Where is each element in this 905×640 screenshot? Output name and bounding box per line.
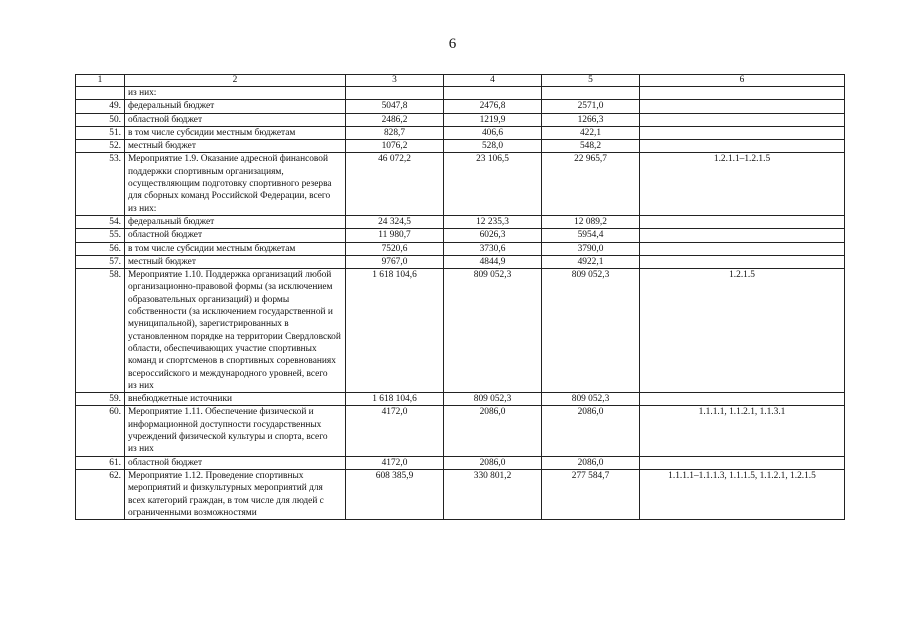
header-cell: 6	[640, 75, 845, 87]
value-col4-cell: 330 801,2	[444, 469, 542, 519]
description-cell: Мероприятие 1.11. Обеспечение физической и информационной доступности государственных учреждений физической культуры и спорта, всего из них	[125, 406, 346, 456]
value-col5-cell: 548,2	[542, 140, 640, 153]
total-value-cell: 24 324,5	[346, 215, 444, 228]
description-cell: внебюджетные источники	[125, 393, 346, 406]
value-col4-cell: 2086,0	[444, 456, 542, 469]
total-value-cell: 4172,0	[346, 456, 444, 469]
total-value-cell: 4172,0	[346, 406, 444, 456]
header-cell: 1	[76, 75, 125, 87]
description-cell: Мероприятие 1.9. Оказание адресной финансовой поддержки спортивным организациям, осуществляющим подготовку спортивного резерва для сборных команд Российской Федерации, всего из них:	[125, 153, 346, 215]
row-number-cell: 60.	[76, 406, 125, 456]
row-number-cell: 52.	[76, 140, 125, 153]
header-cell: 3	[346, 75, 444, 87]
total-value-cell: 1 618 104,6	[346, 393, 444, 406]
target-reference-cell	[640, 255, 845, 268]
header-cell: 2	[125, 75, 346, 87]
row-number-cell: 59.	[76, 393, 125, 406]
total-value-cell: 7520,6	[346, 242, 444, 255]
value-col4-cell: 809 052,3	[444, 393, 542, 406]
value-col4-cell: 2086,0	[444, 406, 542, 456]
value-col5-cell: 5954,4	[542, 229, 640, 242]
target-reference-cell: 1.1.1.1, 1.1.2.1, 1.1.3.1	[640, 406, 845, 456]
header-cell: 5	[542, 75, 640, 87]
value-col5-cell: 3790,0	[542, 242, 640, 255]
target-reference-cell	[640, 113, 845, 126]
value-col5-cell: 2086,0	[542, 456, 640, 469]
value-col5-cell: 277 584,7	[542, 469, 640, 519]
description-cell: областной бюджет	[125, 229, 346, 242]
target-reference-cell: 1.2.1.1–1.2.1.5	[640, 153, 845, 215]
description-cell: в том числе субсидии местным бюджетам	[125, 126, 346, 139]
table-row	[76, 126, 845, 139]
value-col5-cell: 4922,1	[542, 255, 640, 268]
target-reference-cell	[640, 100, 845, 113]
description-cell: в том числе субсидии местным бюджетам	[125, 242, 346, 255]
total-value-cell: 1 618 104,6	[346, 269, 444, 393]
description-cell: местный бюджет	[125, 255, 346, 268]
target-reference-cell	[640, 126, 845, 139]
target-reference-cell	[640, 456, 845, 469]
budget-table	[75, 74, 845, 520]
value-col5-cell: 2571,0	[542, 100, 640, 113]
row-number-cell: 58.	[76, 269, 125, 393]
table-row	[76, 140, 845, 153]
row-number-cell: 62.	[76, 469, 125, 519]
description-cell: областной бюджет	[125, 113, 346, 126]
description-cell: местный бюджет	[125, 140, 346, 153]
value-col4-cell: 12 235,3	[444, 215, 542, 228]
table-row	[76, 406, 845, 456]
total-value-cell: 46 072,2	[346, 153, 444, 215]
value-col4-cell: 406,6	[444, 126, 542, 139]
row-number-cell: 53.	[76, 153, 125, 215]
target-reference-cell: 1.1.1.1–1.1.1.3, 1.1.1.5, 1.1.2.1, 1.2.1.5	[640, 469, 845, 519]
row-number-cell: 54.	[76, 215, 125, 228]
row-number-cell: 50.	[76, 113, 125, 126]
row-number-cell: 61.	[76, 456, 125, 469]
value-col5-cell: 809 052,3	[542, 393, 640, 406]
row-number-cell	[76, 87, 125, 100]
value-col4-cell: 3730,6	[444, 242, 542, 255]
row-number-cell: 57.	[76, 255, 125, 268]
description-cell: Мероприятие 1.10. Поддержка организаций любой организационно-правовой формы (за исключением образовательных организаций) и формы собственности (за исключением государственной и муниципальной), зарегистрированных в установленном порядке на территории Свердловской области, обеспечивающих участие спортивных команд и спортсменов в спортивных соревнованиях всероссийского и международного уровней, всего из них	[125, 269, 346, 393]
value-col4-cell: 4844,9	[444, 255, 542, 268]
value-col5-cell: 809 052,3	[542, 269, 640, 393]
description-cell: из них:	[125, 87, 346, 100]
target-reference-cell	[640, 140, 845, 153]
value-col5-cell: 1266,3	[542, 113, 640, 126]
value-col5-cell: 12 089,2	[542, 215, 640, 228]
table-row	[76, 87, 845, 100]
row-number-cell: 56.	[76, 242, 125, 255]
table-row	[76, 393, 845, 406]
description-cell: федеральный бюджет	[125, 215, 346, 228]
value-col5-cell: 22 965,7	[542, 153, 640, 215]
total-value-cell: 9767,0	[346, 255, 444, 268]
target-reference-cell	[640, 215, 845, 228]
table-row	[76, 269, 845, 393]
total-value-cell: 5047,8	[346, 100, 444, 113]
target-reference-cell: 1.2.1.5	[640, 269, 845, 393]
value-col5-cell: 422,1	[542, 126, 640, 139]
row-number-cell: 51.	[76, 126, 125, 139]
table-row	[76, 100, 845, 113]
table-row	[76, 242, 845, 255]
value-col4-cell: 23 106,5	[444, 153, 542, 215]
value-col4-cell: 1219,9	[444, 113, 542, 126]
description-cell: Мероприятие 1.12. Проведение спортивных мероприятий и физкультурных мероприятий для всех категорий граждан, в том числе для людей с ограниченными возможностями	[125, 469, 346, 519]
value-col4-cell: 528,0	[444, 140, 542, 153]
table-row	[76, 215, 845, 228]
table-row	[76, 469, 845, 519]
value-col4-cell	[444, 87, 542, 100]
value-col5-cell	[542, 87, 640, 100]
target-reference-cell	[640, 393, 845, 406]
description-cell: федеральный бюджет	[125, 100, 346, 113]
table-header-row	[76, 75, 845, 87]
total-value-cell: 1076,2	[346, 140, 444, 153]
total-value-cell: 828,7	[346, 126, 444, 139]
total-value-cell: 2486,2	[346, 113, 444, 126]
page-number: 6	[448, 36, 457, 52]
total-value-cell	[346, 87, 444, 100]
total-value-cell: 608 385,9	[346, 469, 444, 519]
row-number-cell: 49.	[76, 100, 125, 113]
description-cell: областной бюджет	[125, 456, 346, 469]
table-row	[76, 153, 845, 215]
target-reference-cell	[640, 242, 845, 255]
value-col4-cell: 2476,8	[444, 100, 542, 113]
value-col4-cell: 809 052,3	[444, 269, 542, 393]
header-cell: 4	[444, 75, 542, 87]
table-row	[76, 456, 845, 469]
total-value-cell: 11 980,7	[346, 229, 444, 242]
row-number-cell: 55.	[76, 229, 125, 242]
target-reference-cell	[640, 87, 845, 100]
value-col4-cell: 6026,3	[444, 229, 542, 242]
table-row	[76, 229, 845, 242]
value-col5-cell: 2086,0	[542, 406, 640, 456]
table-row	[76, 255, 845, 268]
target-reference-cell	[640, 229, 845, 242]
table-row	[76, 113, 845, 126]
